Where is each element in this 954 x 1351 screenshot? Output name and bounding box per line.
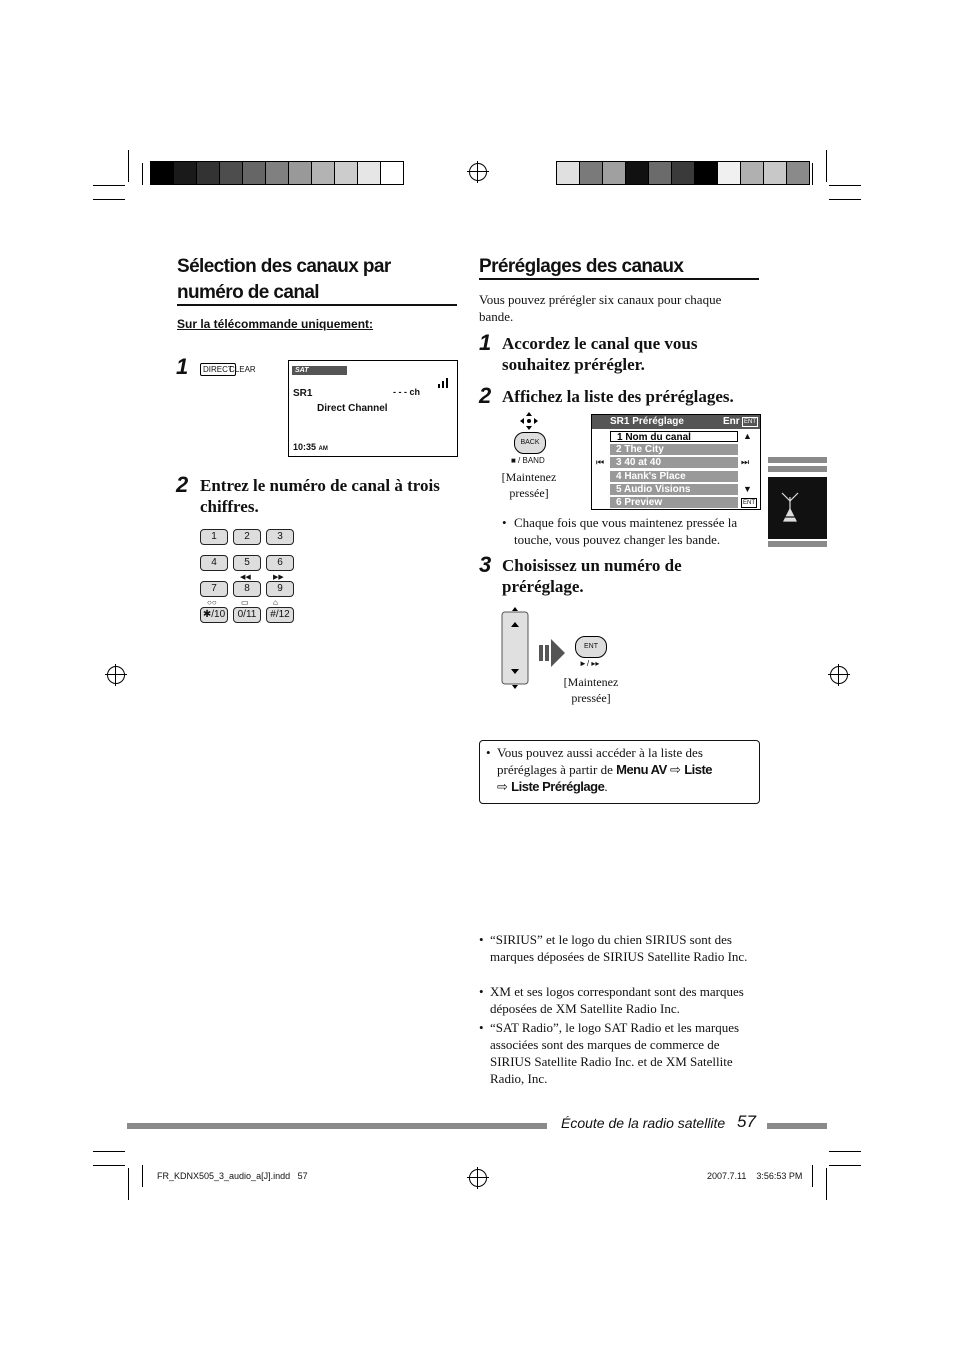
key-hash-12[interactable]: #/12 bbox=[266, 607, 294, 623]
file-name: FR_KDNX505_3_audio_a[J].indd 57 bbox=[157, 1171, 308, 1181]
note-text bbox=[497, 744, 755, 795]
step-number: 2 bbox=[479, 383, 492, 408]
color-bar-right bbox=[556, 161, 810, 185]
left-section-title: Sélection des canaux par numéro de canal bbox=[177, 256, 391, 303]
crop-mark bbox=[93, 185, 125, 186]
color-swatch bbox=[381, 162, 403, 184]
registration-mark bbox=[469, 163, 487, 181]
ent-icon: ENT bbox=[744, 419, 756, 425]
ent-button[interactable]: ENT bbox=[575, 636, 607, 658]
crop-mark bbox=[829, 1151, 861, 1152]
step-text: Accordez le canal que vous souhaitez prérégler. bbox=[502, 334, 698, 374]
crop-mark bbox=[93, 199, 125, 200]
color-swatch bbox=[626, 162, 649, 184]
clear-label: CLEAR bbox=[229, 365, 256, 374]
key-3[interactable]: 3 bbox=[266, 529, 294, 545]
crop-mark bbox=[826, 1168, 827, 1200]
direct-key[interactable]: DIRECT bbox=[200, 363, 236, 376]
preset-item[interactable]: 6 Preview bbox=[610, 497, 738, 508]
preset-item-selected[interactable]: 1 Nom du canal bbox=[610, 431, 738, 442]
direct-channel-text: Direct Channel bbox=[317, 403, 388, 414]
registration-mark bbox=[107, 666, 125, 684]
page-number: 57 bbox=[737, 1112, 756, 1131]
color-swatch bbox=[174, 162, 197, 184]
key-0-11[interactable]: 0/11 bbox=[233, 607, 261, 623]
loop-icon: ○○ bbox=[207, 598, 217, 607]
left-section-title-wrap bbox=[177, 254, 459, 306]
clock-ampm: AM bbox=[318, 446, 328, 452]
color-swatch bbox=[289, 162, 312, 184]
color-swatch bbox=[312, 162, 335, 184]
bullet-dot: • bbox=[479, 984, 484, 999]
title-rule bbox=[177, 304, 457, 306]
note-prefix: Vous pouvez aussi accéder à la liste des préréglages à partir de bbox=[497, 745, 703, 777]
crop-mark bbox=[829, 199, 861, 200]
registration-mark bbox=[469, 1169, 487, 1187]
crop-mark bbox=[812, 163, 813, 185]
right-section-title: Préréglages des canaux bbox=[479, 256, 684, 277]
preset-item[interactable]: 3 40 at 40 bbox=[610, 457, 738, 468]
bullet-dot: • bbox=[502, 515, 507, 530]
ent-icon: ENT bbox=[743, 500, 755, 506]
enr-label: Enr bbox=[723, 416, 740, 427]
crop-mark bbox=[829, 185, 861, 186]
bullet-dot: • bbox=[479, 1020, 484, 1035]
side-tab-stripe bbox=[768, 541, 827, 547]
color-swatch bbox=[649, 162, 672, 184]
color-swatch bbox=[580, 162, 603, 184]
step-number: 3 bbox=[479, 552, 492, 577]
color-swatch bbox=[266, 162, 289, 184]
down-arrow-icon: ▼ bbox=[743, 484, 752, 494]
preset-item[interactable]: 4 Hank's Place bbox=[610, 471, 738, 482]
key-7[interactable]: 7 bbox=[200, 581, 228, 597]
hold-caption: [Maintenez pressée] bbox=[563, 675, 619, 705]
clock bbox=[293, 442, 328, 452]
back-button[interactable]: BACK bbox=[514, 432, 546, 454]
crop-mark bbox=[128, 150, 129, 182]
skip-back-icon: ⏮ bbox=[596, 457, 605, 467]
preset-item[interactable]: 5 Audio Visions bbox=[610, 484, 738, 495]
title-rule bbox=[479, 278, 759, 280]
section-name: Écoute de la radio satellite bbox=[561, 1115, 726, 1131]
color-bar-left bbox=[150, 161, 404, 185]
note-arrow: ⇨ bbox=[666, 762, 685, 777]
band-change-note: Chaque fois que vous maintenez pressée la touche, vous pouvez changer les bande. bbox=[514, 515, 738, 547]
step-number: 1 bbox=[176, 354, 189, 379]
color-swatch bbox=[787, 162, 809, 184]
color-swatch bbox=[672, 162, 695, 184]
note-liste: Liste bbox=[684, 762, 713, 777]
side-tab-stripe bbox=[768, 457, 827, 463]
rewind-icon: ◀◀ bbox=[240, 574, 251, 581]
color-swatch bbox=[718, 162, 741, 184]
key-4[interactable]: 4 bbox=[200, 555, 228, 571]
key-8[interactable]: 8 bbox=[233, 581, 261, 597]
print-timestamp: 2007.7.11 3:56:53 PM bbox=[707, 1171, 803, 1181]
footer-rule bbox=[127, 1123, 547, 1129]
color-swatch bbox=[151, 162, 174, 184]
channel-entry: - - - ch bbox=[393, 387, 420, 397]
up-arrow-icon: ▲ bbox=[743, 431, 752, 441]
arrow-right-icon bbox=[539, 639, 565, 672]
side-tab bbox=[768, 477, 827, 539]
hold-caption: [Maintenez pressée] bbox=[501, 470, 557, 500]
trademark-note: “SIRIUS” et le logo du chien SIRIUS sont des marques déposées de SIRIUS Satellite Radio Inc. bbox=[490, 932, 748, 964]
key-6[interactable]: 6 bbox=[266, 555, 294, 571]
step-number: 1 bbox=[479, 330, 492, 355]
step-text: Affichez la liste des préréglages. bbox=[502, 387, 734, 406]
trademark-note: XM et ses logos correspondant sont des marques déposées de XM Satellite Radio Inc. bbox=[490, 984, 744, 1016]
preset-item[interactable]: 2 The City bbox=[610, 444, 738, 455]
color-swatch bbox=[603, 162, 626, 184]
crop-mark bbox=[93, 1151, 125, 1152]
signal-icon bbox=[437, 375, 451, 393]
footer-rule bbox=[767, 1123, 827, 1129]
bullet-dot: • bbox=[479, 932, 484, 947]
color-swatch bbox=[243, 162, 266, 184]
key-2[interactable]: 2 bbox=[233, 529, 261, 545]
color-swatch bbox=[335, 162, 358, 184]
step-number: 2 bbox=[176, 472, 189, 497]
key-1[interactable]: 1 bbox=[200, 529, 228, 545]
color-swatch bbox=[741, 162, 764, 184]
key-9[interactable]: 9 bbox=[266, 581, 294, 597]
angle-icon: ⌂ bbox=[273, 598, 278, 607]
right-section-title-wrap bbox=[479, 254, 761, 280]
color-swatch bbox=[358, 162, 381, 184]
fast-forward-icon: ▶▶ bbox=[273, 574, 284, 581]
key-5[interactable]: 5 bbox=[233, 555, 261, 571]
side-tab-stripe bbox=[768, 466, 827, 472]
remote-only-note: Sur la télécommande uniquement: bbox=[177, 317, 374, 331]
color-swatch bbox=[197, 162, 220, 184]
crop-mark bbox=[829, 1165, 861, 1166]
clock-time: 10:35 bbox=[293, 442, 317, 452]
crop-mark bbox=[142, 1165, 143, 1187]
crop-mark bbox=[826, 150, 827, 182]
note-liste-preset: Liste Préréglage bbox=[511, 779, 605, 794]
skip-forward-icon: ⏭ bbox=[741, 457, 750, 467]
satellite-dish-icon bbox=[768, 477, 827, 539]
trademark-note: “SAT Radio”, le logo SAT Radio et les marques associées sont des marques de commerce de SIRIUS Satellite Radio Inc. et de XM Satellite Radio, Inc. bbox=[490, 1020, 740, 1086]
direct-channel-display bbox=[288, 360, 458, 457]
note-arrow: ⇨ bbox=[497, 779, 512, 794]
bullet-dot: • bbox=[486, 745, 491, 760]
color-swatch bbox=[557, 162, 580, 184]
color-swatch bbox=[764, 162, 787, 184]
crop-mark bbox=[93, 1165, 125, 1166]
note-suffix: . bbox=[604, 779, 608, 794]
crop-mark bbox=[128, 1168, 129, 1200]
intro-text: Vous pouvez prérégler six canaux pour chaque bande. bbox=[479, 292, 722, 324]
station-label: SR1 bbox=[293, 388, 313, 399]
play-caption: ►/ ▸▸ bbox=[579, 659, 600, 668]
band-caption: ■ / BAND bbox=[511, 456, 545, 465]
crop-mark bbox=[812, 1165, 813, 1187]
crop-mark bbox=[142, 163, 143, 185]
registration-mark bbox=[830, 666, 848, 684]
preset-list-screen bbox=[591, 414, 761, 510]
step-text: Choisissez un numéro de préréglage. bbox=[502, 556, 682, 596]
subtitle-icon: ▭ bbox=[241, 598, 249, 607]
step-text: Entrez le numéro de canal à trois chiffres. bbox=[200, 476, 440, 516]
color-swatch bbox=[220, 162, 243, 184]
note-menu: Menu AV bbox=[616, 762, 667, 777]
band-label: SAT bbox=[292, 366, 347, 375]
key-star-10[interactable]: ✱/10 bbox=[200, 607, 228, 623]
scroll-dial[interactable] bbox=[500, 606, 530, 690]
color-swatch bbox=[695, 162, 718, 184]
preset-header: SR1 Préréglage bbox=[610, 416, 684, 427]
